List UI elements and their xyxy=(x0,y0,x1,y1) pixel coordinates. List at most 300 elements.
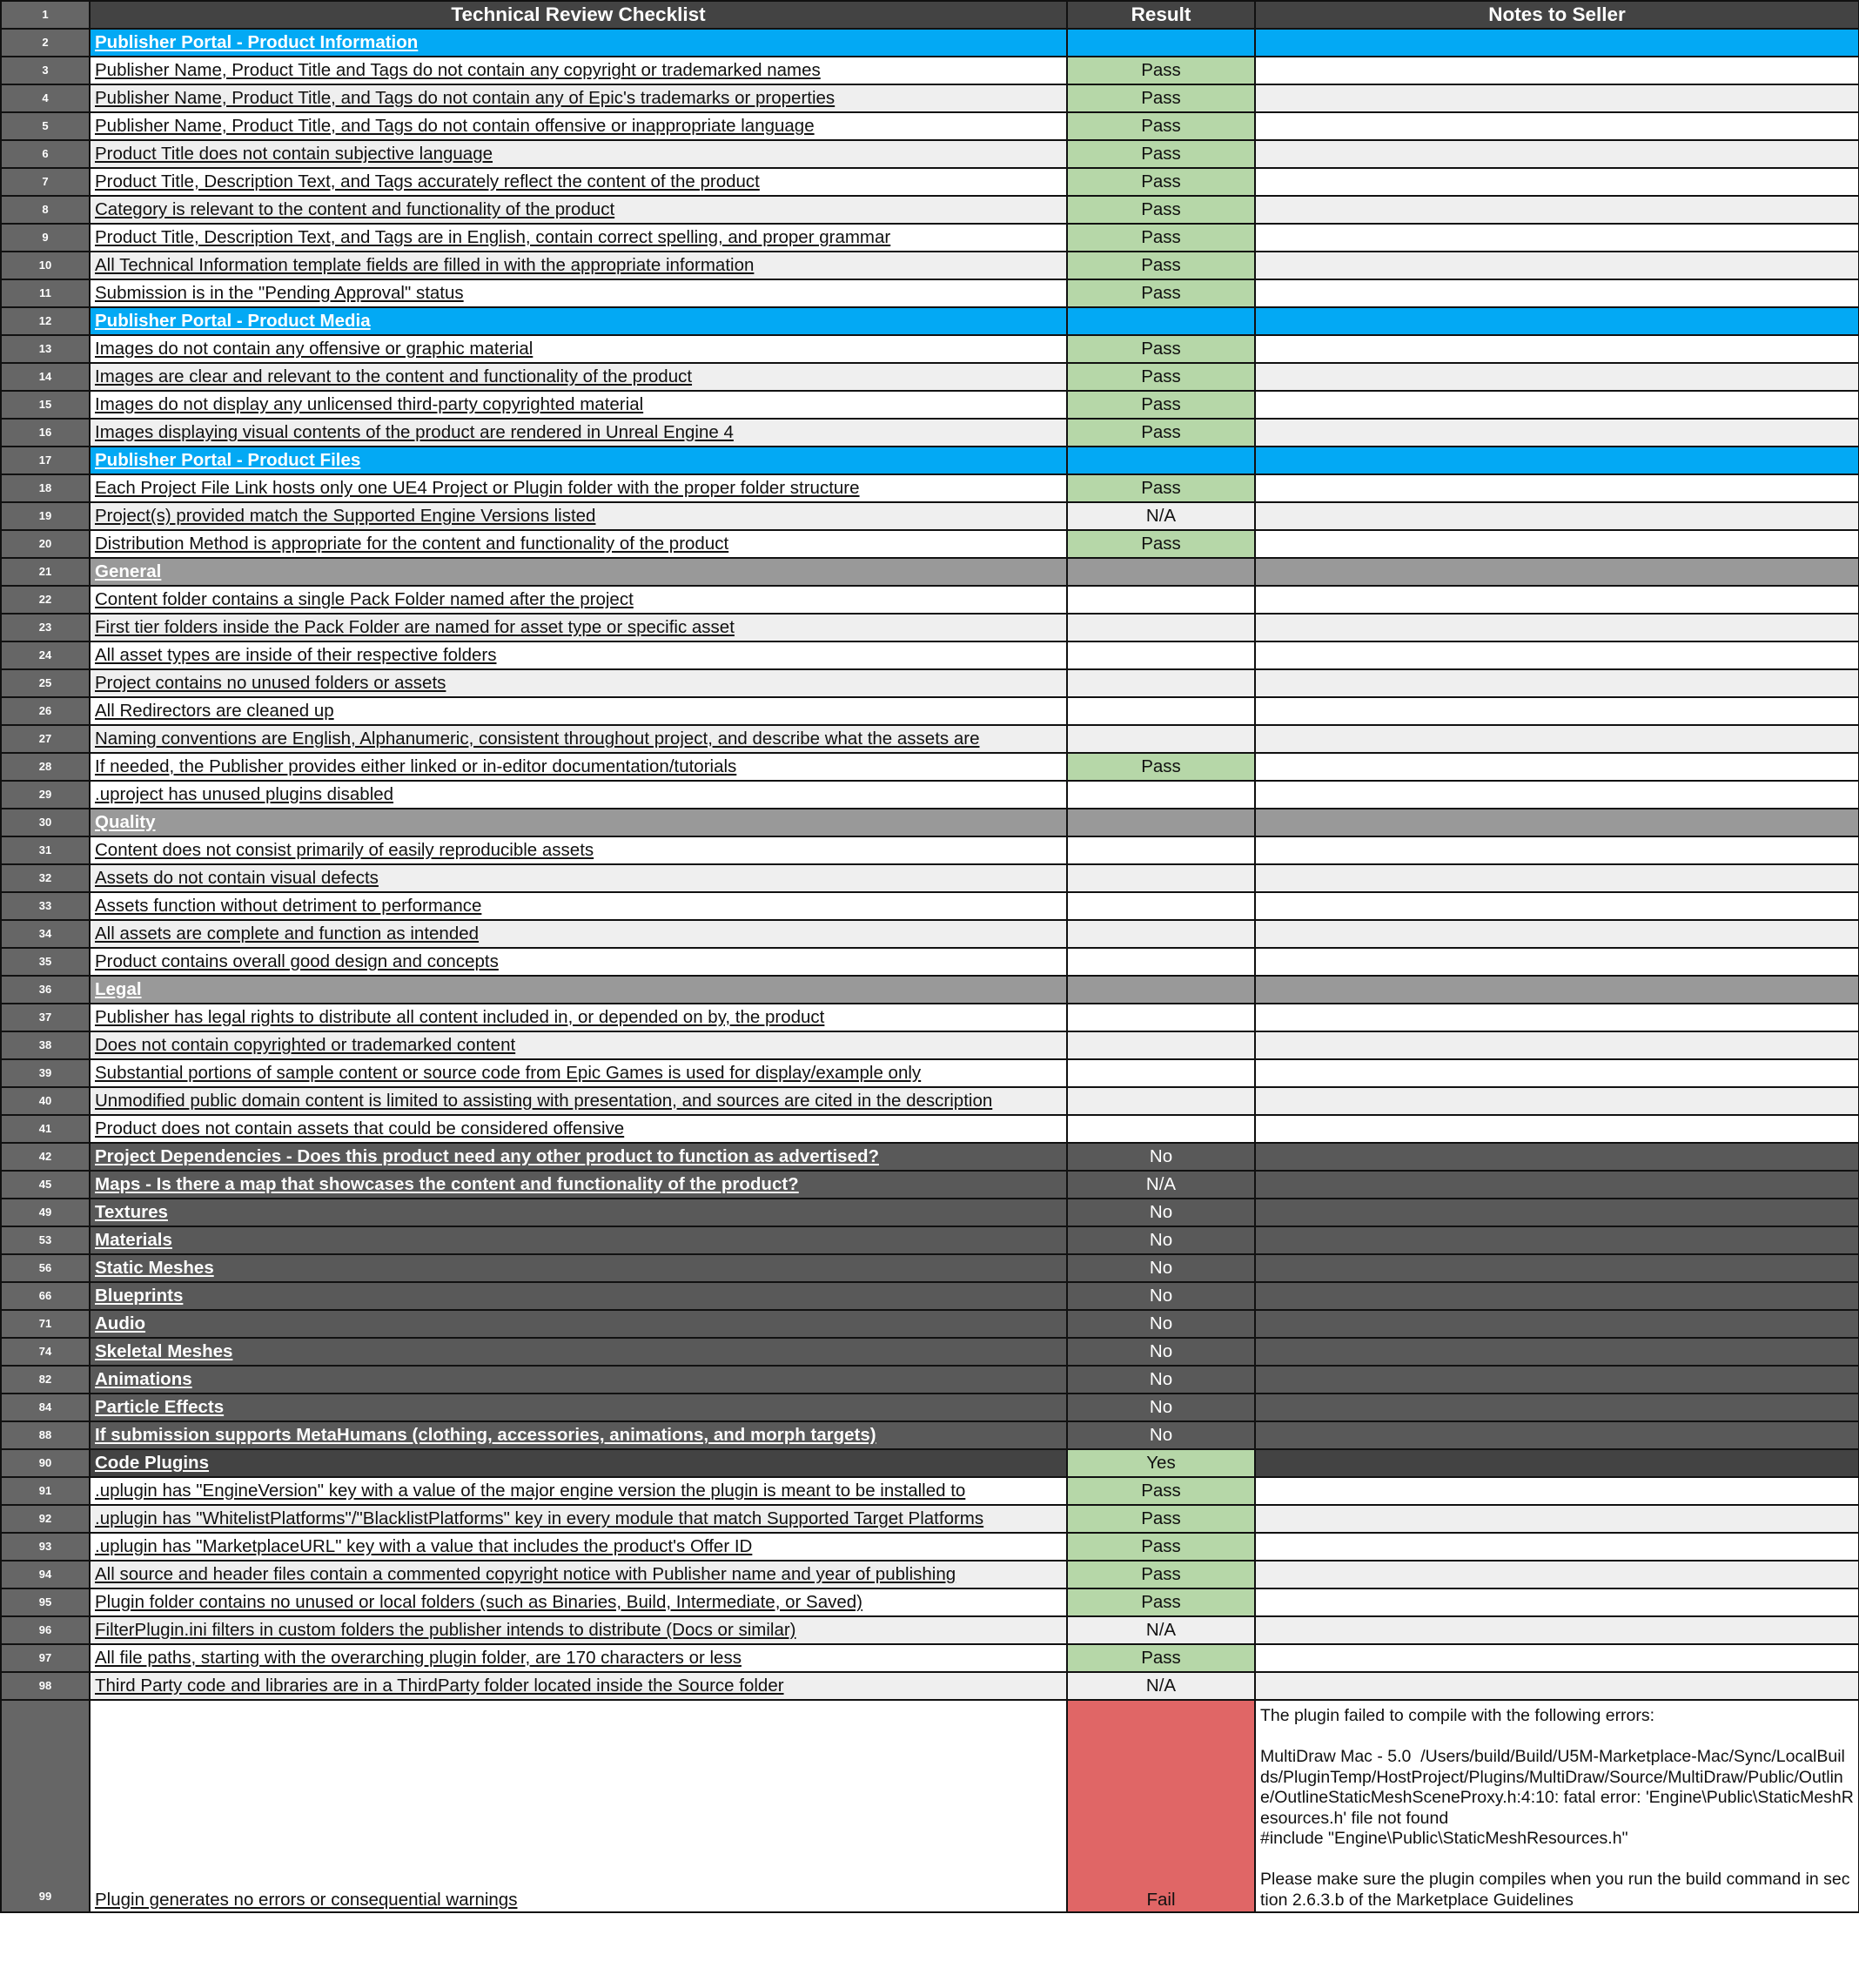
result-cell[interactable]: Pass xyxy=(1067,196,1255,224)
row-number[interactable]: 17 xyxy=(1,447,90,474)
notes-cell[interactable] xyxy=(1255,391,1859,419)
result-cell[interactable] xyxy=(1067,641,1255,669)
result-cell[interactable]: N/A xyxy=(1067,1672,1255,1700)
row-number[interactable]: 35 xyxy=(1,948,90,976)
row-number[interactable]: 42 xyxy=(1,1143,90,1171)
section-title-cell[interactable] xyxy=(90,1199,1067,1226)
checklist-item[interactable] xyxy=(90,753,1067,781)
notes-cell[interactable] xyxy=(1255,530,1859,558)
result-cell[interactable]: Pass xyxy=(1067,753,1255,781)
section-title[interactable]: Animations xyxy=(95,1369,192,1389)
row-number[interactable]: 12 xyxy=(1,307,90,335)
checklist-item[interactable] xyxy=(90,112,1067,140)
row-number[interactable]: 11 xyxy=(1,279,90,307)
result-cell[interactable]: Pass xyxy=(1067,530,1255,558)
section-title[interactable]: General xyxy=(95,561,162,581)
notes-cell[interactable] xyxy=(1255,140,1859,168)
section-title[interactable]: Code Plugins xyxy=(95,1453,209,1473)
row-number[interactable]: 16 xyxy=(1,419,90,447)
result-cell[interactable]: No xyxy=(1067,1226,1255,1254)
checklist-item[interactable] xyxy=(90,1115,1067,1143)
checklist-item-text[interactable]: Publisher Name, Product Title, and Tags do not contain any of Epic's trademarks or properties xyxy=(95,88,836,108)
notes-cell[interactable] xyxy=(1255,1115,1859,1143)
checklist-item-text[interactable]: All asset types are inside of their respective folders xyxy=(95,645,497,665)
row-number[interactable]: 1 xyxy=(1,1,90,29)
checklist-item-text[interactable]: .uplugin has "WhitelistPlatforms"/"BlacklistPlatforms" key in every module that match Supported Target Platforms xyxy=(95,1508,984,1528)
notes-cell[interactable] xyxy=(1255,1366,1859,1394)
checklist-item-text[interactable]: FilterPlugin.ini filters in custom folders the publisher intends to distribute (Docs or similar) xyxy=(95,1620,796,1640)
notes-cell[interactable] xyxy=(1255,1087,1859,1115)
result-cell[interactable]: Pass xyxy=(1067,1644,1255,1672)
result-cell[interactable] xyxy=(1067,614,1255,641)
checklist-item-text[interactable]: Assets function without detriment to performance xyxy=(95,896,482,916)
checklist-item[interactable] xyxy=(90,1644,1067,1672)
result-cell[interactable]: Pass xyxy=(1067,1533,1255,1561)
checklist-item-text[interactable]: Project(s) provided match the Supported Engine Versions listed xyxy=(95,506,596,526)
checklist-item[interactable] xyxy=(90,1700,1067,1912)
result-cell[interactable]: No xyxy=(1067,1254,1255,1282)
section-title[interactable]: Quality xyxy=(95,812,156,832)
column-header-checklist[interactable]: Technical Review Checklist xyxy=(90,1,1067,29)
checklist-item-text[interactable]: Substantial portions of sample content or source code from Epic Games is used for display/example only xyxy=(95,1063,922,1083)
checklist-item-text[interactable]: Product Title does not contain subjective language xyxy=(95,144,493,164)
notes-cell[interactable] xyxy=(1255,1143,1859,1171)
row-number[interactable]: 4 xyxy=(1,84,90,112)
row-number[interactable]: 26 xyxy=(1,697,90,725)
notes-cell[interactable] xyxy=(1255,1616,1859,1644)
section-title-cell[interactable] xyxy=(90,976,1067,1004)
row-number[interactable]: 31 xyxy=(1,836,90,864)
checklist-item-text[interactable]: Naming conventions are English, Alphanumeric, consistent throughout project, and describe what the assets are xyxy=(95,729,980,749)
checklist-item-text[interactable]: Each Project File Link hosts only one UE4 Project or Plugin folder with the proper folder structure xyxy=(95,478,860,498)
checklist-item-text[interactable]: Publisher Name, Product Title and Tags do not contain any copyright or trademarked names xyxy=(95,60,821,80)
result-cell[interactable]: Pass xyxy=(1067,474,1255,502)
notes-cell[interactable] xyxy=(1255,586,1859,614)
section-title-cell[interactable] xyxy=(90,558,1067,586)
checklist-item-text[interactable]: Product contains overall good design and concepts xyxy=(95,951,499,971)
checklist-item[interactable] xyxy=(90,252,1067,279)
row-number[interactable]: 94 xyxy=(1,1561,90,1588)
checklist-item[interactable] xyxy=(90,725,1067,753)
result-cell[interactable] xyxy=(1067,725,1255,753)
notes-cell[interactable] xyxy=(1255,29,1859,57)
section-title[interactable]: Publisher Portal - Product Information xyxy=(95,32,419,52)
result-cell[interactable]: Yes xyxy=(1067,1449,1255,1477)
row-number[interactable]: 32 xyxy=(1,864,90,892)
notes-cell[interactable] xyxy=(1255,836,1859,864)
row-number[interactable]: 21 xyxy=(1,558,90,586)
row-number[interactable]: 49 xyxy=(1,1199,90,1226)
checklist-item-text[interactable]: All Redirectors are cleaned up xyxy=(95,701,334,721)
row-number[interactable]: 92 xyxy=(1,1505,90,1533)
section-title[interactable]: Maps - Is there a map that showcases the content and functionality of the product? xyxy=(95,1174,799,1194)
notes-cell[interactable] xyxy=(1255,753,1859,781)
checklist-item[interactable] xyxy=(90,1588,1067,1616)
row-number[interactable]: 71 xyxy=(1,1310,90,1338)
row-number[interactable]: 39 xyxy=(1,1059,90,1087)
section-title-cell[interactable] xyxy=(90,1394,1067,1421)
row-number[interactable]: 7 xyxy=(1,168,90,196)
checklist-item-text[interactable]: Product Title, Description Text, and Tags accurately reflect the content of the product xyxy=(95,171,760,191)
result-cell[interactable]: Pass xyxy=(1067,363,1255,391)
notes-cell[interactable] xyxy=(1255,1421,1859,1449)
section-title[interactable]: If submission supports MetaHumans (clothing, accessories, animations, and morph targets) xyxy=(95,1425,876,1445)
notes-cell[interactable] xyxy=(1255,1031,1859,1059)
result-cell[interactable]: No xyxy=(1067,1394,1255,1421)
result-cell[interactable] xyxy=(1067,836,1255,864)
row-number[interactable]: 5 xyxy=(1,112,90,140)
notes-cell[interactable] xyxy=(1255,1588,1859,1616)
row-number[interactable]: 93 xyxy=(1,1533,90,1561)
checklist-item[interactable] xyxy=(90,641,1067,669)
section-title-cell[interactable] xyxy=(90,809,1067,836)
checklist-item[interactable] xyxy=(90,140,1067,168)
row-number[interactable]: 29 xyxy=(1,781,90,809)
notes-cell[interactable] xyxy=(1255,976,1859,1004)
row-number[interactable]: 9 xyxy=(1,224,90,252)
result-cell[interactable]: Pass xyxy=(1067,335,1255,363)
checklist-item-text[interactable]: Plugin folder contains no unused or local folders (such as Binaries, Build, Intermediate, or Saved) xyxy=(95,1592,862,1612)
row-number[interactable]: 99 xyxy=(1,1700,90,1912)
result-cell[interactable]: Pass xyxy=(1067,252,1255,279)
notes-cell[interactable] xyxy=(1255,502,1859,530)
result-cell[interactable] xyxy=(1067,586,1255,614)
section-title[interactable]: Blueprints xyxy=(95,1286,184,1306)
checklist-item[interactable] xyxy=(90,84,1067,112)
notes-cell[interactable] xyxy=(1255,948,1859,976)
row-number[interactable]: 19 xyxy=(1,502,90,530)
notes-cell[interactable] xyxy=(1255,1644,1859,1672)
result-cell[interactable] xyxy=(1067,669,1255,697)
row-number[interactable]: 3 xyxy=(1,57,90,84)
notes-cell[interactable] xyxy=(1255,1700,1859,1912)
row-number[interactable]: 2 xyxy=(1,29,90,57)
result-cell[interactable]: Pass xyxy=(1067,1477,1255,1505)
row-number[interactable]: 66 xyxy=(1,1282,90,1310)
checklist-item[interactable] xyxy=(90,1059,1067,1087)
section-title-cell[interactable] xyxy=(90,1282,1067,1310)
checklist-item-text[interactable]: Product Title, Description Text, and Tags are in English, contain correct spelling, and proper grammar xyxy=(95,227,891,247)
checklist-item-text[interactable]: Plugin generates no errors or consequential warnings xyxy=(95,1890,518,1910)
row-number[interactable]: 24 xyxy=(1,641,90,669)
notes-cell[interactable] xyxy=(1255,725,1859,753)
section-title[interactable]: Skeletal Meshes xyxy=(95,1341,233,1361)
checklist-item[interactable] xyxy=(90,836,1067,864)
notes-cell[interactable] xyxy=(1255,419,1859,447)
checklist-item[interactable] xyxy=(90,1031,1067,1059)
result-cell[interactable] xyxy=(1067,1059,1255,1087)
result-cell[interactable] xyxy=(1067,892,1255,920)
checklist-item[interactable] xyxy=(90,1477,1067,1505)
result-cell[interactable] xyxy=(1067,558,1255,586)
result-cell[interactable] xyxy=(1067,864,1255,892)
checklist-item[interactable] xyxy=(90,474,1067,502)
result-cell[interactable]: Pass xyxy=(1067,1561,1255,1588)
notes-cell[interactable] xyxy=(1255,1059,1859,1087)
row-number[interactable]: 90 xyxy=(1,1449,90,1477)
row-number[interactable]: 91 xyxy=(1,1477,90,1505)
checklist-item-text[interactable]: .uplugin has "EngineVersion" key with a value of the major engine version the plugin is meant to be installed to xyxy=(95,1481,966,1501)
notes-cell[interactable] xyxy=(1255,1004,1859,1031)
result-cell[interactable]: Pass xyxy=(1067,391,1255,419)
section-title-cell[interactable] xyxy=(90,1171,1067,1199)
section-title[interactable]: Project Dependencies - Does this product need any other product to function as advertised? xyxy=(95,1146,880,1166)
checklist-item-text[interactable]: All file paths, starting with the overarching plugin folder, are 170 characters or less xyxy=(95,1648,742,1668)
notes-cell[interactable] xyxy=(1255,1394,1859,1421)
row-number[interactable]: 40 xyxy=(1,1087,90,1115)
notes-cell[interactable] xyxy=(1255,307,1859,335)
result-cell[interactable] xyxy=(1067,781,1255,809)
checklist-item[interactable] xyxy=(90,781,1067,809)
checklist-item[interactable] xyxy=(90,419,1067,447)
row-number[interactable]: 97 xyxy=(1,1644,90,1672)
column-header-notes[interactable]: Notes to Seller xyxy=(1255,1,1859,29)
checklist-item[interactable] xyxy=(90,335,1067,363)
result-cell[interactable]: Pass xyxy=(1067,168,1255,196)
notes-cell[interactable] xyxy=(1255,447,1859,474)
checklist-item[interactable] xyxy=(90,1505,1067,1533)
checklist-item[interactable] xyxy=(90,920,1067,948)
row-number[interactable]: 27 xyxy=(1,725,90,753)
checklist-item-text[interactable]: Publisher has legal rights to distribute all content included in, or depended on by, the product xyxy=(95,1007,825,1027)
checklist-item[interactable] xyxy=(90,1561,1067,1588)
notes-cell[interactable] xyxy=(1255,1199,1859,1226)
notes-cell[interactable] xyxy=(1255,474,1859,502)
checklist-item-text[interactable]: .uproject has unused plugins disabled xyxy=(95,784,394,804)
notes-cell[interactable] xyxy=(1255,363,1859,391)
checklist-item[interactable] xyxy=(90,1616,1067,1644)
notes-cell[interactable] xyxy=(1255,641,1859,669)
result-cell[interactable]: No xyxy=(1067,1310,1255,1338)
result-cell[interactable]: N/A xyxy=(1067,1616,1255,1644)
checklist-item[interactable] xyxy=(90,948,1067,976)
notes-cell[interactable] xyxy=(1255,1505,1859,1533)
section-title[interactable]: Materials xyxy=(95,1230,172,1250)
row-number[interactable]: 10 xyxy=(1,252,90,279)
notes-cell[interactable] xyxy=(1255,558,1859,586)
row-number[interactable]: 37 xyxy=(1,1004,90,1031)
row-number[interactable]: 56 xyxy=(1,1254,90,1282)
result-cell[interactable]: N/A xyxy=(1067,1171,1255,1199)
row-number[interactable]: 96 xyxy=(1,1616,90,1644)
notes-cell[interactable] xyxy=(1255,224,1859,252)
checklist-item[interactable] xyxy=(90,586,1067,614)
section-title-cell[interactable] xyxy=(90,447,1067,474)
checklist-item[interactable] xyxy=(90,864,1067,892)
row-number[interactable]: 25 xyxy=(1,669,90,697)
checklist-item-text[interactable]: Distribution Method is appropriate for the content and functionality of the product xyxy=(95,534,729,554)
checklist-item[interactable] xyxy=(90,279,1067,307)
notes-cell[interactable] xyxy=(1255,1533,1859,1561)
checklist-item[interactable] xyxy=(90,1533,1067,1561)
notes-cell[interactable] xyxy=(1255,781,1859,809)
result-cell[interactable] xyxy=(1067,920,1255,948)
checklist-item-text[interactable]: Assets do not contain visual defects xyxy=(95,868,379,888)
checklist-item-text[interactable]: All Technical Information template fields are filled in with the appropriate information xyxy=(95,255,755,275)
result-cell[interactable]: Pass xyxy=(1067,84,1255,112)
notes-cell[interactable] xyxy=(1255,669,1859,697)
section-title-cell[interactable] xyxy=(90,1421,1067,1449)
row-number[interactable]: 98 xyxy=(1,1672,90,1700)
notes-cell[interactable] xyxy=(1255,335,1859,363)
result-cell[interactable]: No xyxy=(1067,1421,1255,1449)
notes-cell[interactable] xyxy=(1255,1254,1859,1282)
result-cell[interactable] xyxy=(1067,1087,1255,1115)
notes-cell[interactable] xyxy=(1255,1171,1859,1199)
checklist-item-text[interactable]: All assets are complete and function as intended xyxy=(95,923,480,944)
row-number[interactable]: 38 xyxy=(1,1031,90,1059)
notes-cell[interactable] xyxy=(1255,697,1859,725)
checklist-item-text[interactable]: All source and header files contain a commented copyright notice with Publisher name and year of publishing xyxy=(95,1564,956,1584)
result-cell[interactable] xyxy=(1067,976,1255,1004)
result-cell[interactable] xyxy=(1067,29,1255,57)
result-cell[interactable]: No xyxy=(1067,1199,1255,1226)
checklist-item-text[interactable]: Content does not consist primarily of easily reproducible assets xyxy=(95,840,594,860)
section-title-cell[interactable] xyxy=(90,1449,1067,1477)
notes-cell[interactable] xyxy=(1255,1477,1859,1505)
checklist-item[interactable] xyxy=(90,196,1067,224)
row-number[interactable]: 13 xyxy=(1,335,90,363)
row-number[interactable]: 33 xyxy=(1,892,90,920)
row-number[interactable]: 15 xyxy=(1,391,90,419)
notes-cell[interactable] xyxy=(1255,57,1859,84)
checklist-item-text[interactable]: Project contains no unused folders or assets xyxy=(95,673,446,693)
row-number[interactable]: 20 xyxy=(1,530,90,558)
checklist-item-text[interactable]: Images do not display any unlicensed third-party copyrighted material xyxy=(95,394,644,414)
checklist-item-text[interactable]: Images displaying visual contents of the product are rendered in Unreal Engine 4 xyxy=(95,422,734,442)
checklist-item-text[interactable]: Publisher Name, Product Title, and Tags do not contain offensive or inappropriate language xyxy=(95,116,815,136)
checklist-item[interactable] xyxy=(90,530,1067,558)
result-cell[interactable]: No xyxy=(1067,1338,1255,1366)
result-cell[interactable] xyxy=(1067,1031,1255,1059)
result-cell[interactable]: Pass xyxy=(1067,57,1255,84)
result-cell[interactable]: N/A xyxy=(1067,502,1255,530)
section-title[interactable]: Audio xyxy=(95,1313,146,1333)
row-number[interactable]: 14 xyxy=(1,363,90,391)
notes-cell[interactable] xyxy=(1255,1338,1859,1366)
checklist-item-text[interactable]: Product does not contain assets that could be considered offensive xyxy=(95,1118,625,1138)
result-cell[interactable]: Pass xyxy=(1067,1505,1255,1533)
checklist-item-text[interactable]: Category is relevant to the content and functionality of the product xyxy=(95,199,615,219)
notes-cell[interactable] xyxy=(1255,614,1859,641)
notes-cell[interactable] xyxy=(1255,892,1859,920)
checklist-item[interactable] xyxy=(90,224,1067,252)
checklist-item[interactable] xyxy=(90,614,1067,641)
result-cell[interactable]: Pass xyxy=(1067,419,1255,447)
notes-cell[interactable] xyxy=(1255,279,1859,307)
notes-cell[interactable] xyxy=(1255,920,1859,948)
result-cell[interactable]: No xyxy=(1067,1143,1255,1171)
result-cell[interactable] xyxy=(1067,1115,1255,1143)
result-cell[interactable] xyxy=(1067,447,1255,474)
checklist-item-text[interactable]: Images do not contain any offensive or graphic material xyxy=(95,339,534,359)
checklist-item[interactable] xyxy=(90,697,1067,725)
checklist-item[interactable] xyxy=(90,892,1067,920)
section-title[interactable]: Static Meshes xyxy=(95,1258,214,1278)
section-title[interactable]: Legal xyxy=(95,979,142,999)
result-cell[interactable] xyxy=(1067,1004,1255,1031)
notes-cell[interactable] xyxy=(1255,809,1859,836)
row-number[interactable]: 95 xyxy=(1,1588,90,1616)
row-number[interactable]: 82 xyxy=(1,1366,90,1394)
row-number[interactable]: 74 xyxy=(1,1338,90,1366)
section-title[interactable]: Particle Effects xyxy=(95,1397,225,1417)
row-number[interactable]: 53 xyxy=(1,1226,90,1254)
checklist-item[interactable] xyxy=(90,363,1067,391)
checklist-item-text[interactable]: Submission is in the "Pending Approval" status xyxy=(95,283,464,303)
result-cell[interactable] xyxy=(1067,697,1255,725)
section-title[interactable]: Publisher Portal - Product Media xyxy=(95,311,371,331)
checklist-item[interactable] xyxy=(90,57,1067,84)
section-title[interactable]: Textures xyxy=(95,1202,168,1222)
row-number[interactable]: 23 xyxy=(1,614,90,641)
result-cell[interactable] xyxy=(1067,307,1255,335)
result-cell[interactable]: Pass xyxy=(1067,112,1255,140)
notes-cell[interactable] xyxy=(1255,112,1859,140)
checklist-item-text[interactable]: Third Party code and libraries are in a ThirdParty folder located inside the Source folder xyxy=(95,1676,784,1696)
section-title-cell[interactable] xyxy=(90,1310,1067,1338)
section-title-cell[interactable] xyxy=(90,1254,1067,1282)
row-number[interactable]: 45 xyxy=(1,1171,90,1199)
checklist-item-text[interactable]: Unmodified public domain content is limited to assisting with presentation, and sources are cited in the description xyxy=(95,1091,993,1111)
row-number[interactable]: 84 xyxy=(1,1394,90,1421)
row-number[interactable]: 34 xyxy=(1,920,90,948)
checklist-item[interactable] xyxy=(90,669,1067,697)
notes-cell[interactable] xyxy=(1255,168,1859,196)
row-number[interactable]: 88 xyxy=(1,1421,90,1449)
row-number[interactable]: 22 xyxy=(1,586,90,614)
checklist-item-text[interactable]: First tier folders inside the Pack Folder are named for asset type or specific asset xyxy=(95,617,735,637)
section-title-cell[interactable] xyxy=(90,1143,1067,1171)
result-cell[interactable]: Pass xyxy=(1067,224,1255,252)
result-cell[interactable]: Pass xyxy=(1067,140,1255,168)
result-cell[interactable]: Pass xyxy=(1067,1588,1255,1616)
result-cell[interactable] xyxy=(1067,809,1255,836)
checklist-item-text[interactable]: .uplugin has "MarketplaceURL" key with a value that includes the product's Offer ID xyxy=(95,1536,753,1556)
section-title-cell[interactable] xyxy=(90,1226,1067,1254)
notes-cell[interactable] xyxy=(1255,84,1859,112)
notes-cell[interactable] xyxy=(1255,1310,1859,1338)
notes-cell[interactable] xyxy=(1255,1226,1859,1254)
notes-cell[interactable] xyxy=(1255,196,1859,224)
result-cell[interactable]: No xyxy=(1067,1282,1255,1310)
checklist-item[interactable] xyxy=(90,168,1067,196)
checklist-item[interactable] xyxy=(90,1087,1067,1115)
section-title-cell[interactable] xyxy=(90,1366,1067,1394)
row-number[interactable]: 30 xyxy=(1,809,90,836)
row-number[interactable]: 6 xyxy=(1,140,90,168)
notes-cell[interactable] xyxy=(1255,252,1859,279)
section-title-cell[interactable] xyxy=(90,307,1067,335)
column-header-result[interactable]: Result xyxy=(1067,1,1255,29)
result-cell[interactable] xyxy=(1067,948,1255,976)
checklist-item[interactable] xyxy=(90,1004,1067,1031)
notes-cell[interactable] xyxy=(1255,864,1859,892)
section-title[interactable]: Publisher Portal - Product Files xyxy=(95,450,361,470)
row-number[interactable]: 28 xyxy=(1,753,90,781)
result-cell[interactable]: Fail xyxy=(1067,1700,1255,1912)
checklist-item-text[interactable]: If needed, the Publisher provides either linked or in-editor documentation/tutorials xyxy=(95,756,737,776)
row-number[interactable]: 8 xyxy=(1,196,90,224)
checklist-item-text[interactable]: Images are clear and relevant to the content and functionality of the product xyxy=(95,366,693,386)
section-title-cell[interactable] xyxy=(90,29,1067,57)
row-number[interactable]: 18 xyxy=(1,474,90,502)
checklist-item-text[interactable]: Does not contain copyrighted or trademarked content xyxy=(95,1035,516,1055)
notes-cell[interactable] xyxy=(1255,1672,1859,1700)
checklist-item[interactable] xyxy=(90,391,1067,419)
result-cell[interactable]: Pass xyxy=(1067,279,1255,307)
checklist-item[interactable] xyxy=(90,502,1067,530)
